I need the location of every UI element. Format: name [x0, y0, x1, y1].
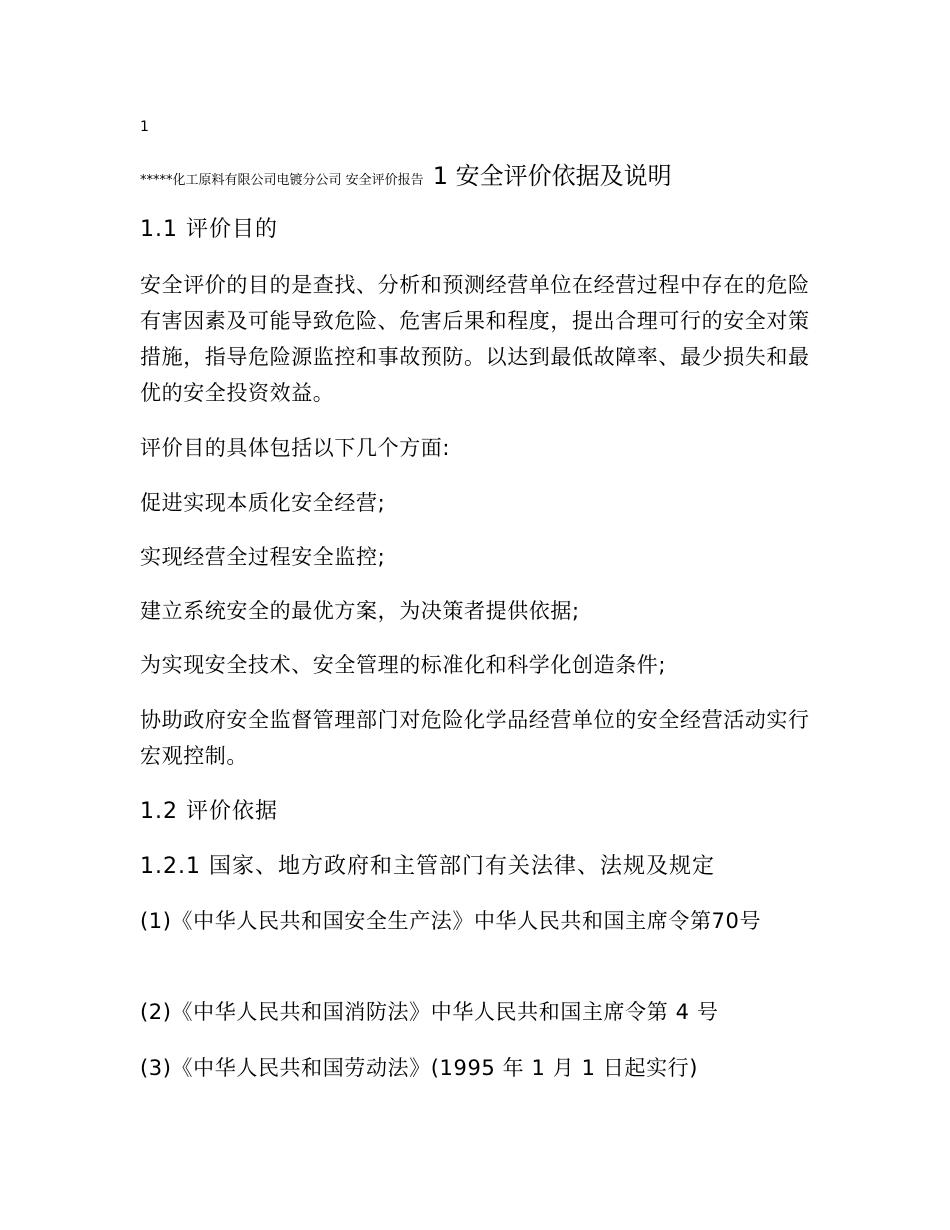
section-1-2-1-title: 1.2.1 国家、地方政府和主管部门有关法律、法规及规定 [140, 854, 715, 879]
section-1-1-title: 1.1 评价目的 [140, 217, 278, 242]
list-item: 建立系统安全的最优方案，为决策者提供依据; [140, 599, 580, 623]
page-number: 1 [140, 119, 149, 135]
page-header [140, 156, 840, 191]
law-item: (3)《中华人民共和国劳动法》(1995 年 1 月 1 日起实行) [140, 1056, 699, 1080]
header-company-name: *****化工原料有限公司电镀分公司 安全评价报告 [140, 173, 424, 188]
section-1-1-paragraph-purpose: 安全评价的目的是查找、分析和预测经营单位在经营过程中存在的危险有害因素及可能导致危险、危害后果和程度，提出合理可行的安全对策措施，指导危险源监控和事故预防。以达到最低故障率、最少损失和最优的安全投资效益。 [140, 273, 810, 405]
law-item: (2)《中华人民共和国消防法》中华人民共和国主席令第 4 号 [140, 1000, 719, 1024]
law-item: (1)《中华人民共和国安全生产法》中华人民共和国主席令第70号 [140, 909, 762, 933]
list-item: 为实现安全技术、安全管理的标准化和科学化创造条件; [140, 653, 667, 677]
list-item: 实现经营全过程安全监控; [140, 545, 386, 569]
section-1-2-title: 1.2 评价依据 [140, 799, 278, 824]
chapter-title: 1 安全评价依据及说明 [432, 162, 672, 190]
list-item: 协助政府安全监督管理部门对危险化学品经营单位的安全经营活动实行宏观控制。 [140, 708, 810, 768]
list-item: 促进实现本质化安全经营; [140, 491, 386, 515]
section-1-1-paragraph-intro: 评价目的具体包括以下几个方面: [140, 436, 451, 460]
